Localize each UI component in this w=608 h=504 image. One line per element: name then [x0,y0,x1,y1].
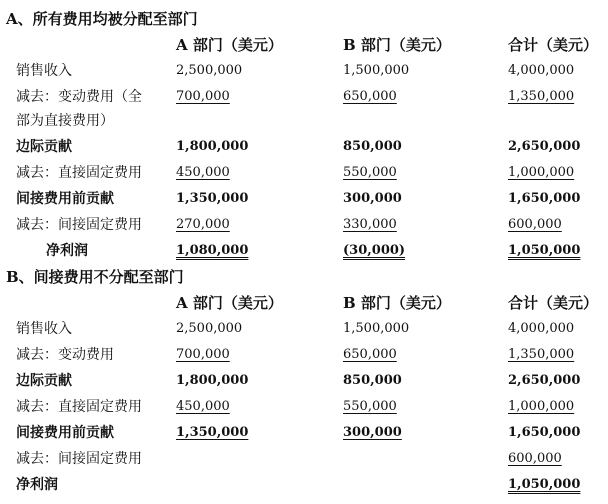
value-total: 1,350,000 [508,347,575,362]
value-total: 1,050,000 [508,243,581,258]
value-dept-a: 2,500,000 [176,63,243,78]
value-dept-b: 650,000 [343,347,397,362]
header-total: 合计（美元） [508,36,599,54]
header-dept-b: B 部门（美元） [343,294,451,312]
value-total: 1,000,000 [508,165,575,180]
row-label: 净利润 [16,477,58,493]
value-dept-b: 850,000 [343,139,402,154]
table-row [0,446,608,472]
value-dept-b: 550,000 [343,165,397,180]
row-label: 净利润 [46,243,88,259]
value-dept-a: 450,000 [176,165,230,180]
row-label: 减去：直接固定费用 [16,165,142,181]
value-dept-a: 450,000 [176,399,230,414]
value-dept-a: 2,500,000 [176,321,243,336]
row-label: 间接费用前贡献 [16,191,114,207]
value-dept-b: 330,000 [343,217,397,232]
section-a-title: A、所有费用均被分配至部门 [6,10,198,28]
header-dept-a: A 部门（美元） [176,36,283,54]
value-dept-b: 650,000 [343,89,397,104]
table-row [0,238,608,264]
value-total: 2,650,000 [508,139,581,154]
value-total: 4,000,000 [508,321,575,336]
table-row [0,186,608,212]
value-total: 2,650,000 [508,373,581,388]
row-label: 销售收入 [16,321,72,337]
table-row [0,342,608,368]
value-dept-b: 1,500,000 [343,321,410,336]
table-row [0,316,608,342]
value-dept-a: 1,800,000 [176,139,249,154]
row-label: 减去：间接固定费用 [16,217,142,233]
value-dept-b: 550,000 [343,399,397,414]
table-row [0,420,608,446]
value-dept-a: 1,350,000 [176,425,249,440]
row-label: 减去：变动费用（全 [16,89,142,105]
row-label: 减去：直接固定费用 [16,399,142,415]
value-total: 4,000,000 [508,63,575,78]
table-row [0,58,608,84]
table-row [0,212,608,238]
row-label: 边际贡献 [16,139,72,155]
section-a-title-row [0,6,608,32]
value-dept-a: 700,000 [176,89,230,104]
section-b-title: B、间接费用不分配至部门 [6,268,184,286]
value-total: 600,000 [508,217,562,232]
table-row-continuation [0,108,608,134]
value-total: 1,350,000 [508,89,575,104]
value-dept-b: 1,500,000 [343,63,410,78]
value-dept-b: 850,000 [343,373,402,388]
value-dept-a: 700,000 [176,347,230,362]
value-dept-a: 1,350,000 [176,191,249,206]
header-dept-a: A 部门（美元） [176,294,283,312]
table-row [0,394,608,420]
table-row [0,368,608,394]
value-dept-b: 300,000 [343,191,402,206]
value-total: 1,650,000 [508,191,581,206]
table-row [0,160,608,186]
value-total: 1,650,000 [508,425,581,440]
table-row [0,472,608,498]
value-dept-b: (30,000) [343,243,406,258]
header-total: 合计（美元） [508,294,599,312]
value-dept-a: 1,080,000 [176,243,249,258]
section-a-header-row [0,32,608,58]
header-dept-b: B 部门（美元） [343,36,451,54]
section-b-header-row [0,290,608,316]
row-label: 边际贡献 [16,373,72,389]
row-label: 减去：变动费用 [16,347,114,363]
value-total: 1,000,000 [508,399,575,414]
row-label-continuation: 部为直接费用） [16,113,114,129]
value-total: 1,050,000 [508,477,581,492]
section-b-title-row [0,264,608,290]
value-total: 600,000 [508,451,562,466]
value-dept-b: 300,000 [343,425,402,440]
table-row [0,84,608,110]
row-label: 间接费用前贡献 [16,425,114,441]
value-dept-a: 270,000 [176,217,230,232]
table-row [0,134,608,160]
row-label: 销售收入 [16,63,72,79]
value-dept-a: 1,800,000 [176,373,249,388]
row-label: 减去：间接固定费用 [16,451,142,467]
